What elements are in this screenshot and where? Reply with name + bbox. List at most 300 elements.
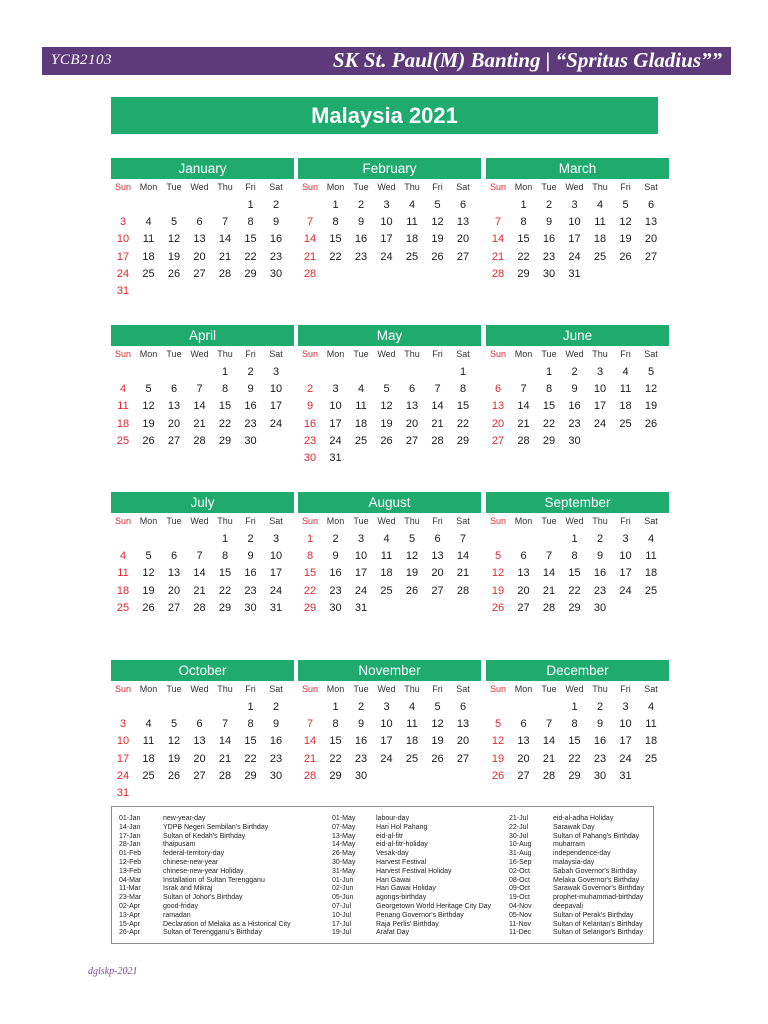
holiday-date: 23-Mar (119, 894, 142, 902)
weekday-label: Fri (432, 516, 443, 526)
weekday-label: Wed (190, 349, 209, 359)
day-cell: 6 (434, 533, 441, 545)
holiday-name: Sultan of Johor's Birthday (163, 894, 243, 902)
holiday-row (119, 885, 291, 894)
weekday-label: Tue (166, 684, 182, 694)
day-cell: 27 (405, 434, 419, 447)
holiday-name: Sultan of Kedah's Birthday (163, 832, 246, 840)
holiday-name: muharram (553, 841, 585, 849)
day-cell: 15 (329, 735, 342, 748)
day-cell: 16 (329, 567, 342, 580)
holiday-row (332, 921, 491, 930)
day-cell: 23 (329, 584, 342, 597)
day-cell: 21 (218, 752, 232, 765)
weekday-label: Mon (326, 349, 345, 359)
day-cell: 31 (269, 601, 283, 614)
day-cell: 21 (218, 250, 232, 263)
holiday-row (509, 877, 644, 886)
day-cell: 17 (116, 250, 130, 263)
holiday-name: Sultan of Selangor's Birthday (553, 929, 644, 937)
holiday-date: 04-Nov (509, 902, 532, 910)
holiday-date: 04-Mar (119, 876, 142, 884)
day-cell: 1 (332, 199, 339, 211)
day-cell: 9 (545, 216, 553, 229)
holiday-date: 28-Jan (119, 841, 141, 849)
holiday-column (332, 815, 491, 938)
holiday-row (119, 877, 291, 886)
day-cell: 26 (142, 601, 155, 614)
day-cell: 8 (332, 216, 339, 229)
holiday-name: Hari Gawai (376, 876, 411, 884)
day-cell: 29 (456, 434, 470, 447)
holiday-name: labour-day (376, 815, 410, 822)
day-cell: 6 (494, 383, 502, 396)
day-cell: 12 (491, 735, 505, 748)
day-cell: 29 (568, 769, 581, 782)
day-cell: 6 (459, 199, 467, 211)
holiday-name: new-year-day (163, 815, 206, 822)
day-cell: 12 (142, 567, 155, 580)
weekday-label: Sat (644, 516, 658, 526)
day-cell: 20 (167, 584, 181, 597)
day-cell: 19 (167, 752, 181, 765)
day-cell: 4 (647, 701, 655, 713)
day-cell: 6 (647, 199, 655, 211)
holiday-date: 05-Jun (332, 894, 354, 902)
day-cell: 14 (303, 233, 317, 246)
holiday-date: 08-Oct (509, 876, 531, 884)
day-cell: 9 (596, 550, 604, 563)
day-cell: 14 (303, 735, 317, 748)
weekday-label: Sat (456, 516, 470, 526)
weekday-label: Sun (114, 684, 131, 694)
day-cell: 14 (218, 233, 232, 246)
month-april (111, 325, 294, 475)
day-cell: 5 (170, 718, 178, 731)
holiday-row (119, 833, 291, 842)
day-cell: 13 (517, 567, 530, 580)
holiday-date: 26-May (332, 850, 356, 858)
holiday-row (509, 929, 644, 938)
day-cell: 5 (434, 199, 441, 211)
weekday-label: Tue (353, 684, 369, 694)
day-cell: 4 (145, 718, 152, 731)
weekday-label: Tue (541, 349, 557, 359)
day-cell: 16 (593, 735, 607, 748)
holiday-name: Raja Perlis' Birthday (376, 920, 439, 928)
day-cell: 2 (247, 533, 254, 545)
weekday-label: Mon (139, 684, 158, 694)
day-cell: 28 (542, 601, 556, 614)
day-cell: 11 (594, 216, 606, 229)
holiday-name: malaysia-day (553, 858, 595, 866)
holiday-name: Vesak-day (376, 850, 409, 858)
weekday-label: Tue (166, 182, 182, 192)
day-cell: 10 (329, 400, 342, 413)
weekday-label: Wed (190, 684, 209, 694)
month-june (486, 325, 669, 475)
day-cell: 23 (542, 250, 556, 263)
holiday-row (509, 912, 644, 921)
day-cell: 9 (272, 216, 280, 229)
weekday-label: Tue (166, 516, 182, 526)
day-cell: 8 (459, 383, 467, 396)
month-name: February (298, 158, 481, 179)
holiday-date: 07-Jul (332, 902, 352, 910)
holiday-name: Harvest Festival (376, 858, 427, 866)
month-august (298, 492, 481, 642)
day-cell: 31 (116, 285, 130, 297)
day-cell: 22 (329, 250, 342, 263)
weekday-label: Sat (644, 182, 658, 192)
day-cell: 5 (170, 216, 178, 229)
day-cell: 15 (244, 735, 257, 748)
day-cell: 5 (383, 383, 390, 396)
day-cell: 25 (644, 584, 658, 597)
holiday-name: chinese-new-year Holiday (163, 867, 244, 875)
holiday-date: 13-Feb (119, 867, 142, 875)
day-cell: 12 (644, 383, 658, 396)
day-cell: 15 (568, 567, 581, 580)
day-cell: 15 (517, 233, 530, 246)
day-cell: 29 (542, 434, 556, 447)
day-cell: 13 (456, 718, 470, 731)
day-cell: 16 (269, 233, 283, 246)
weekday-label: Fri (620, 182, 631, 192)
day-cell: 3 (332, 383, 339, 396)
day-cell: 26 (380, 434, 393, 447)
day-cell: 28 (517, 434, 530, 447)
holiday-name: Georgetown World Heritage City Day (376, 902, 492, 910)
weekday-label: Mon (139, 182, 158, 192)
day-cell: 23 (593, 752, 607, 765)
month-name: September (486, 492, 669, 513)
day-cell: 20 (405, 417, 419, 430)
holiday-name: Melaka Governor's Birthday (553, 876, 640, 884)
weekday-label: Fri (432, 684, 443, 694)
day-cell: 22 (568, 584, 581, 597)
day-cell: 6 (459, 701, 467, 713)
weekday-label: Wed (565, 684, 584, 694)
day-cell: 13 (167, 567, 181, 580)
holiday-date: 07-May (332, 823, 356, 831)
holiday-name: federal-territory-day (163, 850, 225, 858)
day-cell: 12 (405, 550, 419, 563)
holiday-row (119, 912, 291, 921)
day-cell: 3 (622, 701, 629, 713)
weekday-label: Sun (489, 684, 506, 694)
holiday-row (119, 894, 291, 903)
holiday-date: 11-Mar (119, 885, 141, 893)
day-cell: 16 (568, 400, 581, 413)
day-cell: 1 (247, 199, 254, 211)
day-cell: 14 (491, 233, 505, 246)
day-cell: 10 (593, 383, 607, 396)
month-march (486, 158, 669, 308)
weekday-label: Sun (301, 349, 318, 359)
holiday-name: Israk and Mikraj (163, 885, 213, 893)
day-cell: 27 (644, 250, 658, 263)
day-cell: 5 (647, 366, 655, 378)
weekday-label: Sun (301, 684, 318, 694)
day-cell: 15 (542, 400, 556, 413)
day-cell: 29 (329, 769, 342, 782)
day-cell: 29 (218, 601, 232, 614)
day-cell: 25 (405, 752, 419, 765)
day-cell: 18 (380, 567, 393, 580)
day-cell: 30 (303, 452, 317, 464)
holiday-row (119, 868, 291, 877)
day-cell: 22 (456, 417, 470, 430)
holiday-row (119, 903, 291, 912)
day-cell: 27 (491, 434, 505, 447)
holiday-date: 14-Jan (119, 823, 141, 831)
day-cell: 6 (170, 383, 178, 396)
weekday-label: Thu (404, 516, 420, 526)
day-cell: 12 (167, 735, 181, 748)
day-cell: 30 (244, 601, 257, 614)
weekday-label: Mon (139, 349, 158, 359)
holiday-name: Declaration of Melaka as a Historical City (163, 920, 291, 928)
holiday-row (509, 868, 644, 877)
day-cell: 24 (619, 752, 632, 765)
day-cell: 13 (167, 400, 181, 413)
day-cell: 12 (619, 216, 632, 229)
weekday-label: Fri (620, 516, 631, 526)
day-cell: 3 (272, 533, 280, 545)
holiday-date: 21-Jul (509, 815, 529, 822)
day-cell: 30 (269, 267, 283, 280)
day-cell: 28 (456, 584, 470, 597)
holiday-name: Sultan of Kelantan's Birthday (553, 920, 643, 928)
holiday-date: 19-Oct (509, 894, 531, 902)
day-cell: 9 (306, 400, 314, 413)
holiday-name: chinese-new-year (163, 858, 219, 866)
day-cell: 9 (357, 216, 365, 229)
month-february (298, 158, 481, 308)
holiday-row (509, 859, 644, 868)
day-cell: 9 (272, 718, 280, 731)
day-cell: 21 (542, 584, 556, 597)
day-cell: 21 (517, 417, 530, 430)
holiday-date: 30-Jul (509, 832, 529, 840)
weekday-label: Wed (377, 516, 396, 526)
month-name: August (298, 492, 481, 513)
day-cell: 5 (145, 550, 152, 563)
weekday-label: Thu (404, 349, 420, 359)
day-cell: 22 (303, 584, 317, 597)
day-cell: 9 (247, 383, 254, 396)
weekday-label: Thu (217, 349, 233, 359)
day-cell: 3 (357, 533, 365, 545)
day-cell: 23 (244, 584, 257, 597)
holiday-name: YDPB Negeri Sembilan's Birthday (163, 823, 269, 831)
day-cell: 5 (145, 383, 152, 396)
day-cell: 17 (619, 735, 632, 748)
day-cell: 12 (380, 400, 393, 413)
day-cell: 2 (357, 199, 365, 211)
day-cell: 7 (459, 533, 467, 545)
day-cell: 30 (244, 434, 257, 447)
day-cell: 19 (380, 417, 393, 430)
day-cell: 1 (332, 701, 339, 713)
month-july (111, 492, 294, 642)
day-cell: 24 (380, 250, 393, 263)
day-cell: 1 (545, 366, 553, 378)
day-cell: 18 (619, 400, 632, 413)
day-cell: 28 (303, 267, 317, 280)
day-cell: 11 (380, 550, 393, 563)
day-cell: 26 (142, 434, 155, 447)
holiday-date: 01-Jun (332, 876, 354, 884)
day-cell: 26 (644, 417, 658, 430)
weekday-label: Sun (301, 182, 318, 192)
day-cell: 2 (272, 701, 280, 713)
day-cell: 9 (357, 718, 365, 731)
day-cell: 25 (644, 752, 658, 765)
weekday-label: Thu (217, 684, 233, 694)
day-cell: 12 (142, 400, 155, 413)
day-cell: 17 (329, 417, 342, 430)
day-cell: 13 (431, 550, 444, 563)
holiday-date: 30-May (332, 858, 356, 866)
day-cell: 1 (247, 701, 254, 713)
month-name: November (298, 660, 481, 681)
day-cell: 18 (116, 584, 130, 597)
day-cell: 11 (406, 216, 418, 229)
day-cell: 22 (517, 250, 530, 263)
holiday-date: 12-Feb (119, 858, 142, 866)
holiday-row (509, 850, 644, 859)
day-cell: 1 (571, 701, 578, 713)
day-cell: 22 (542, 417, 556, 430)
day-cell: 8 (520, 216, 527, 229)
day-cell: 11 (619, 383, 632, 396)
day-cell: 13 (517, 735, 530, 748)
day-cell: 22 (568, 752, 581, 765)
holiday-row (509, 824, 644, 833)
holiday-date: 02-Oct (509, 867, 531, 875)
holiday-row (332, 850, 491, 859)
weekday-label: Fri (245, 182, 256, 192)
day-cell: 20 (644, 233, 658, 246)
day-cell: 1 (520, 199, 527, 211)
day-cell: 8 (306, 550, 314, 563)
holiday-name: eid-al-fitr (376, 832, 404, 840)
day-cell: 25 (593, 250, 607, 263)
day-cell: 23 (303, 434, 317, 447)
month-name: October (111, 660, 294, 681)
day-cell: 3 (119, 216, 127, 229)
day-cell: 15 (568, 735, 581, 748)
holiday-row (119, 841, 291, 850)
day-cell: 27 (431, 584, 444, 597)
weekday-label: Fri (620, 684, 631, 694)
weekday-label: Mon (514, 349, 533, 359)
day-cell: 2 (357, 701, 365, 713)
day-cell: 14 (542, 735, 556, 748)
weekday-label: Thu (217, 516, 233, 526)
day-cell: 2 (545, 199, 553, 211)
day-cell: 14 (193, 400, 206, 413)
day-cell: 6 (196, 718, 203, 731)
day-cell: 13 (491, 400, 505, 413)
day-cell: 16 (593, 567, 607, 580)
holiday-name: Sabah Governor's Birthday (553, 867, 637, 875)
day-cell: 7 (494, 216, 502, 229)
day-cell: 30 (329, 601, 342, 614)
day-cell: 5 (494, 718, 502, 731)
day-cell: 9 (247, 550, 254, 563)
day-cell: 30 (568, 434, 581, 447)
holiday-name: ramadan (163, 911, 191, 919)
day-cell: 20 (491, 417, 505, 430)
weekday-label: Fri (432, 349, 443, 359)
weekday-label: Mon (326, 516, 345, 526)
weekday-label: Sun (489, 516, 506, 526)
day-cell: 20 (431, 567, 444, 580)
weekday-label: Wed (377, 684, 396, 694)
weekday-label: Sun (114, 182, 131, 192)
holiday-row (119, 921, 291, 930)
day-cell: 4 (596, 199, 604, 211)
day-cell: 14 (542, 567, 556, 580)
day-cell: 20 (456, 233, 470, 246)
day-cell: 28 (431, 434, 444, 447)
day-cell: 19 (431, 735, 444, 748)
day-cell: 3 (596, 366, 604, 378)
holiday-name: Harvest Festival Holiday (376, 867, 452, 875)
day-cell: 23 (354, 250, 368, 263)
day-cell: 6 (170, 550, 178, 563)
month-name: May (298, 325, 481, 346)
day-cell: 21 (303, 752, 317, 765)
weekday-label: Thu (592, 516, 608, 526)
day-cell: 20 (193, 250, 206, 263)
weekday-label: Thu (592, 182, 608, 192)
day-cell: 28 (193, 434, 206, 447)
weekday-label: Sun (114, 349, 131, 359)
day-cell: 18 (644, 735, 658, 748)
day-cell: 4 (408, 701, 416, 713)
weekday-label: Sat (456, 349, 470, 359)
holiday-date: 31-Aug (509, 850, 532, 858)
weekday-label: Sun (489, 349, 506, 359)
day-cell: 13 (193, 735, 206, 748)
weekday-label: Sat (269, 516, 283, 526)
day-cell: 10 (619, 718, 632, 731)
day-cell: 25 (405, 250, 419, 263)
day-cell: 1 (571, 533, 578, 545)
day-cell: 11 (117, 400, 129, 413)
day-cell: 9 (596, 718, 604, 731)
day-cell: 9 (332, 550, 339, 563)
day-cell: 14 (517, 400, 530, 413)
day-cell: 25 (116, 601, 130, 614)
month-name: March (486, 158, 669, 179)
holiday-row (332, 868, 491, 877)
holiday-name: good-friday (163, 902, 199, 910)
holiday-date: 11-Dec (509, 929, 532, 937)
day-cell: 19 (142, 417, 155, 430)
day-cell: 16 (354, 233, 368, 246)
day-cell: 15 (218, 567, 232, 580)
holiday-date: 14-May (332, 841, 356, 849)
day-cell: 29 (568, 601, 581, 614)
day-cell: 12 (167, 233, 181, 246)
day-cell: 25 (619, 417, 632, 430)
day-cell: 11 (645, 550, 657, 563)
